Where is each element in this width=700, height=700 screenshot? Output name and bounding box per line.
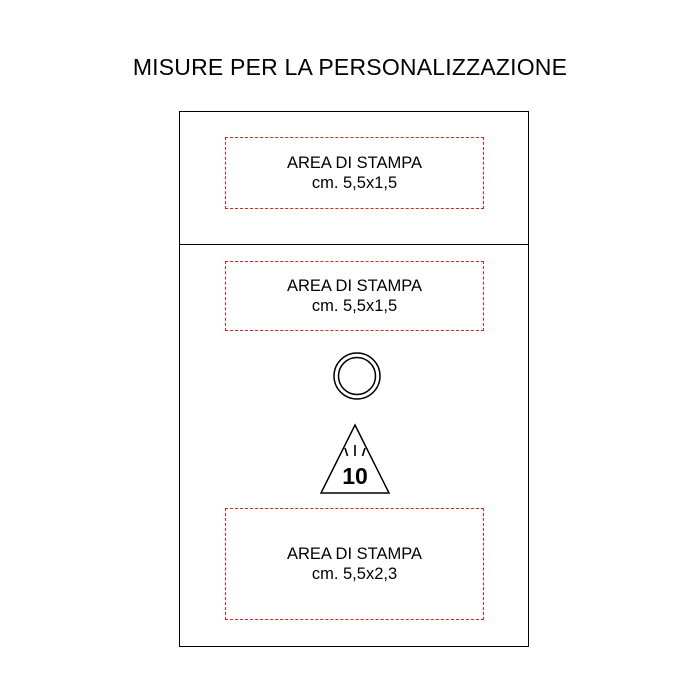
print-area-label: AREA DI STAMPA [286,277,423,295]
print-area-size: cm. 5,5x1,5 [311,297,398,315]
print-area-middle [225,261,484,331]
print-area-size: cm. 5,5x1,5 [311,174,398,192]
diagram-title: MISURE PER LA PERSONALIZZAZIONE [132,54,568,80]
product-outline [179,111,529,647]
print-area-label: AREA DI STAMPA [286,545,423,563]
print-area-bottom [225,508,484,620]
print-area-label: AREA DI STAMPA [286,154,423,172]
print-area-top [225,137,484,209]
section-divider [180,244,528,245]
load-capacity-triangle-icon [317,421,393,497]
ring-icon [332,351,382,401]
print-area-size: cm. 5,5x2,3 [311,565,398,583]
load-value: 10 [342,463,368,489]
